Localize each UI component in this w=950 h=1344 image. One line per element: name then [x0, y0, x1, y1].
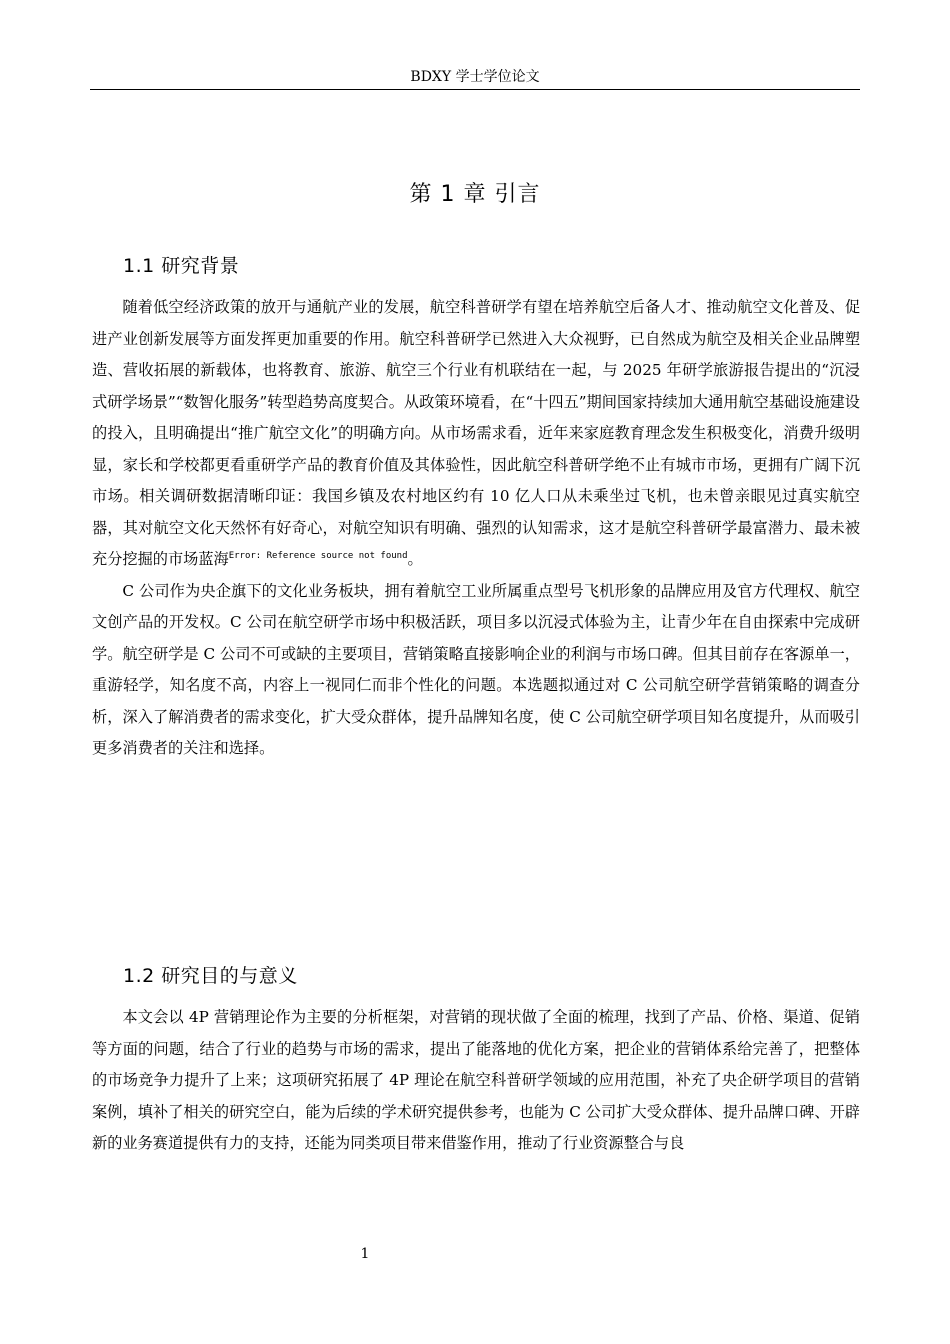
- reference-error-field: Error: Reference source not found: [228, 551, 408, 561]
- section-body-1-2: [92, 1002, 860, 1160]
- page-number: 1: [360, 1246, 370, 1262]
- paragraph-tail: 。: [407, 550, 423, 568]
- paragraph-text: 随着低空经济政策的放开与通航产业的发展，航空科普研学有望在培养航空后备人才、推动航空文化普及、促进产业创新发展等方面发挥更加重要的作用。航空科普研学已然进入大众视野，已自然成为航空及相关企业品牌塑造、营收拓展的新载体，也将教育、旅游、航空三个行业有机联结在一起，与 2025 年研学旅游报告提出的“沉浸式研学场景”“数智化服务”转型趋势高度契合。从政策环境看，在“十四五”期间国家持续加大通用航空基础设施建设的投入，且明确提出“推广航空文化”的明确方向。从市场需求看，近年来家庭教育理念发生积极变化，消费升级明显，家长和学校都更看重研学产品的教育价值及其体验性，因此航空科普研学绝不止有城市市场，更拥有广阔下沉市场。相关调研数据清晰印证：我国乡镇及农村地区约有 10 亿人口从未乘坐过飞机，也未曾亲眼见过真实航空器，其对航空文化天然怀有好奇心，对航空知识有明确、强烈的认知需求，这才是航空科普研学最富潜力、最未被充分挖掘的市场蓝海: [92, 298, 860, 568]
- header-rule: [90, 89, 860, 90]
- section-heading-1-2: 1.2 研究目的与意义: [123, 965, 298, 987]
- paragraph-purpose-1: 本文会以 4P 营销理论作为主要的分析框架，对营销的现状做了全面的梳理，找到了产品、价格、渠道、促销等方面的问题，结合了行业的趋势与市场的需求，提出了能落地的优化方案，把企业的营销体系给完善了，把整体的市场竞争力提升了上来；这项研究拓展了 4P 理论在航空科普研学领域的应用范围，补充了央企研学项目的营销案例，填补了相关的研究空白，能为后续的学术研究提供参考，也能为 C 公司扩大受众群体、提升品牌口碑、开辟新的业务赛道提供有力的支持，还能为同类项目带来借鉴作用，推动了行业资源整合与良: [92, 1008, 860, 1152]
- chapter-title: 第 1 章 引言: [409, 182, 541, 207]
- section-heading-1-1: 1.1 研究背景: [123, 255, 240, 277]
- running-header: BDXY 学士学位论文: [410, 69, 540, 85]
- paragraph-background-2: C 公司作为央企旗下的文化业务板块，拥有着航空工业所属重点型号飞机形象的品牌应用及官方代理权、航空文创产品的开发权。C 公司在航空研学市场中积极活跃，项目多以沉浸式体验为主，让青少年在自由探索中完成研学。航空研学是 C 公司不可或缺的主要项目，营销策略直接影响企业的利润与市场口碑。但其目前存在客源单一，重游轻学，知名度不高，内容上一视同仁而非个性化的问题。本选题拟通过对 C 公司航空研学营销策略的调查分析，深入了解消费者的需求变化，扩大受众群体，提升品牌知名度，使 C 公司航空研学项目知名度提升，从而吸引更多消费者的关注和选择。: [92, 581, 860, 757]
- section-body-1-1: [92, 292, 860, 765]
- paragraph-background-1: [92, 292, 860, 576]
